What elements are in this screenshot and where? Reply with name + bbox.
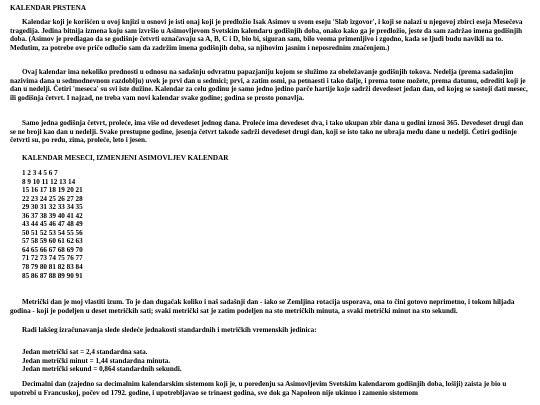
calendar-row: 85 86 87 88 89 90 91	[22, 271, 83, 280]
paragraph-decimal-day: Decimalni dan (zajedno sa decimalnim kalendarskim sistemom koji je, u poređenju sa Asimovljevim Svetskim kalendarom godišnjih doba, lošiji) zaista je bio u upotrebi u Francuskoj, počev od 1792. godine, i upotrebljavao se trinaest godina, sve dok ga Napoleon nije ukinuo i zamenio sistemom	[10, 380, 507, 397]
calendar-row: 64 65 66 67 68 69 70	[22, 245, 83, 254]
calendar-row: 8 9 10 11 12 13 14	[22, 177, 76, 186]
equivalence-line: Jedan metrički sat = 2,4 standardna sata.	[22, 348, 148, 356]
paragraph-seasons: Samo jedna godišnja četvrt, proleće, ima više od devedeset jednog dana. Proleće ima devedeset dva, i tako ukupan zbir dana u godini iznosi 365. Devedeset drugi dan se ne broji kao dan u nedelji. Svake prestupne godine, jesenja četvrt takođe sadrži devedeset drugi dan, koji se isto tako ne ubraja među dane u nedelji. Četiri godišnje četvrti su, po redu, zima, proleće, leto i jesen.	[10, 119, 524, 145]
calendar-row: 15 16 17 18 19 20 21	[22, 186, 83, 195]
calendar-row: 29 30 31 32 33 34 35	[22, 203, 83, 212]
equivalence-list	[22, 348, 322, 374]
calendar-row: 50 51 52 53 54 55 56	[22, 228, 83, 237]
calendar-row: 43 44 45 46 47 48 49	[22, 220, 83, 229]
calendar-table	[22, 169, 222, 280]
paragraph-equivalences-intro: Radi lakšeg izračunavanja slede sledeće jednakosti standardnih i metričkih vremenskih jedinica:	[22, 326, 317, 334]
calendar-row: 36 37 38 39 40 41 42	[22, 211, 83, 220]
paragraph-intro: Kalendar koji je korišćen u ovoj knjizi u osnovi je isti onaj koji je predložio Isak Asimov u svom eseju 'Slab izgovor', i koji se nalazi u njegovoj zbirci eseja Mesečeva tragedija. Jedina bitnija izmena koju sam izvršio u Asimovljevom Svetskim kalendaru godišnjih doba, onako kako ga je predložio, jeste da sam zadržao imena godišnjih doba. (Asimov je predlagao da se godišnje četvrti označavaju sa A, B, C i D, bio bi, siguran sam, bilo veoma primenljivo i zgodno, kada se ljudi budu navikli na to. Međutim, za potrebe ove priče odlučio sam da zadržim imena godišnjih doba, sa njihovim jasnim i neposrednim značenjem.)	[10, 18, 523, 52]
calendar-row: 71 72 73 74 75 76 77	[22, 254, 83, 263]
calendar-row: 22 23 24 25 26 27 28	[22, 194, 83, 203]
calendar-row: 57 58 59 60 61 62 63	[22, 237, 83, 246]
calendar-row: 78 79 80 81 82 83 84	[22, 263, 83, 272]
paragraph-metric-day: Metrički dan je moj vlastiti izum. To je dan dugačak koliko i naš sadašnji dan - iako se Zemljina rotacija usporava, ona to čini gotovo neprimetno, i tokom hiljada godina - koji je podeljen u deset metričkih sati; svaki metrički sat je zatim podeljen na sto metričkih minuta, a svaki metrički minut na sto sekundi.	[10, 298, 515, 315]
calendar-heading: KALENDAR MESECI, IZMENJENI ASIMOVLJEV KALENDAR	[22, 154, 229, 162]
paragraph-advantages: Ovaj kalendar ima nekoliko prednosti u odnosu na sadašnju odvratnu papazjaniju kojom se služimo za obeležavanje godišnjih tokova. Nedelja (prema sadašnjim nazivima dana u sedmodnevnom razdoblju) uvek je prvi dan u sedmici; prvi, a zatim osmi, pa petnaesti i tako dalje, i prema tome možete, prema datumu, odrediti koji je dan u nedelji. Četiri 'meseca' su svi iste dužine. Kalendar za celu godinu je samo jedno jedino parče hartije koje sadrži devedeset jedan dan, od kojeg se sastoji dati mesec, ili godišnja četvrt. I najzad, ne treba vam novi kalendar svake godine; godina se prosto ponavlja.	[10, 68, 528, 102]
calendar-row: 1 2 3 4 5 6 7	[22, 169, 58, 177]
document-title: KALENDAR PRSTENA	[10, 4, 86, 12]
equivalence-line: Jedan metrički minut = 1,44 standardna minuta.	[22, 356, 171, 365]
equivalence-line: Jedan metrički sekund = 0,864 standardnih sekundi.	[22, 365, 182, 374]
